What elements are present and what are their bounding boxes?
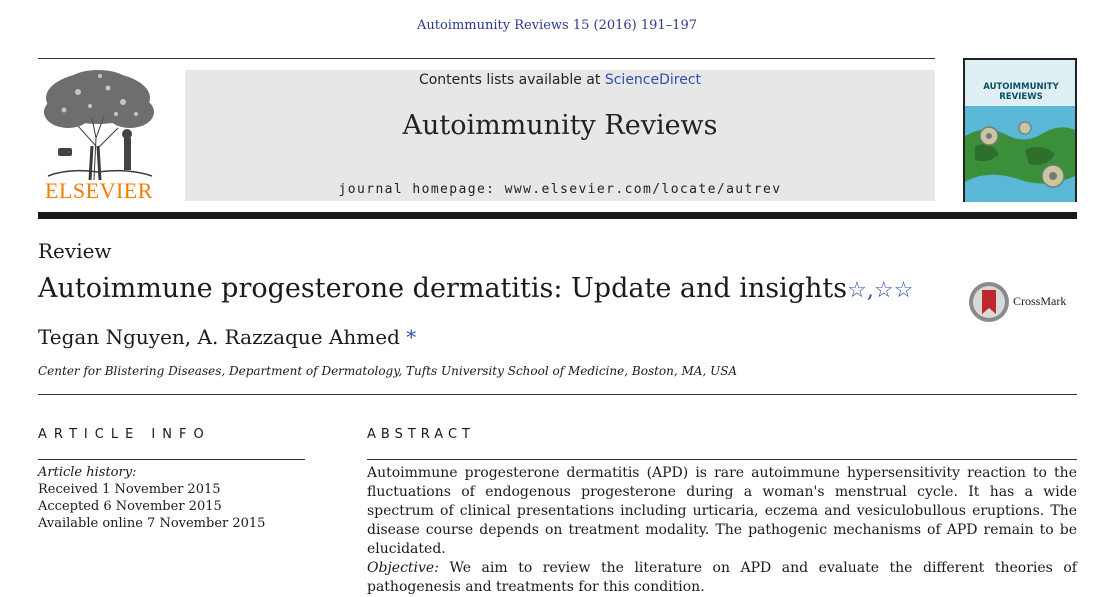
crossmark-icon bbox=[967, 280, 1011, 324]
crossmark-badge[interactable] bbox=[967, 280, 1079, 324]
cover-title: AUTOIMMUNITY REVIEWS bbox=[983, 82, 1059, 102]
article-info-heading: ARTICLE INFO bbox=[38, 427, 211, 442]
accepted-date: Accepted 6 November 2015 bbox=[38, 499, 222, 514]
header-divider bbox=[38, 58, 935, 59]
journal-masthead bbox=[185, 70, 935, 201]
journal-title: Autoimmunity Reviews bbox=[402, 110, 718, 141]
objective-label: Objective: bbox=[367, 560, 439, 576]
publisher-name: ELSEVIER bbox=[45, 178, 153, 203]
crossmark-label: CrossMark bbox=[1013, 294, 1067, 308]
abstract-heading: ABSTRACT bbox=[367, 427, 475, 442]
article-info-divider bbox=[38, 459, 305, 460]
cover-globe-gears-icon bbox=[965, 106, 1075, 202]
article-title bbox=[38, 273, 913, 304]
article-history bbox=[38, 464, 265, 532]
journal-citation[interactable]: Autoimmunity Reviews 15 (2016) 191–197 bbox=[417, 18, 697, 33]
journal-cover-thumbnail[interactable] bbox=[963, 58, 1077, 202]
corresponding-author-link[interactable]: * bbox=[406, 325, 417, 349]
article-title-text: Autoimmune progesterone dermatitis: Update and insights bbox=[38, 273, 848, 304]
objective-text: We aim to review the literature on APD and evaluate the different theories of pathogenesis and treatments for this condition. bbox=[367, 560, 1077, 595]
article-type: Review bbox=[38, 239, 112, 263]
history-label: Article history: bbox=[38, 465, 137, 480]
abstract-paragraph: Autoimmune progesterone dermatitis (APD) is rare autoimmune hypersensitivity reaction to the fluctuations of endogenous progesterone during a woman's menstrual cycle. It has a wide spectrum of clinical presentations including urticaria, eczema and vesiculobullous eruptions. The disease course depends on treatment modality. The pathogenic mechanisms of APD remain to be elucidated. bbox=[367, 465, 1077, 557]
online-date: Available online 7 November 2015 bbox=[38, 516, 266, 531]
publisher-logo[interactable] bbox=[38, 68, 160, 204]
author-list bbox=[38, 325, 416, 349]
title-footnote-link[interactable]: ☆,☆☆ bbox=[847, 278, 914, 303]
sciencedirect-link[interactable]: ScienceDirect bbox=[604, 72, 702, 88]
masthead-bottom-rule bbox=[38, 212, 1077, 219]
contents-prefix: Contents lists available at bbox=[418, 72, 601, 88]
abstract-objective bbox=[367, 559, 1077, 597]
contents-line bbox=[185, 72, 935, 88]
abstract-divider bbox=[367, 459, 1077, 460]
journal-homepage-link[interactable]: journal homepage: www.elsevier.com/locate/autrev bbox=[338, 182, 782, 197]
affiliation-divider bbox=[38, 394, 1077, 395]
authors-text: Tegan Nguyen, A. Razzaque Ahmed bbox=[38, 325, 400, 349]
received-date: Received 1 November 2015 bbox=[38, 482, 221, 497]
tree-engraving-icon bbox=[38, 68, 160, 180]
abstract-body bbox=[367, 464, 1077, 597]
author-affiliation: Center for Blistering Diseases, Department of Dermatology, Tufts University School of Medicine, Boston, MA, USA bbox=[38, 364, 738, 378]
